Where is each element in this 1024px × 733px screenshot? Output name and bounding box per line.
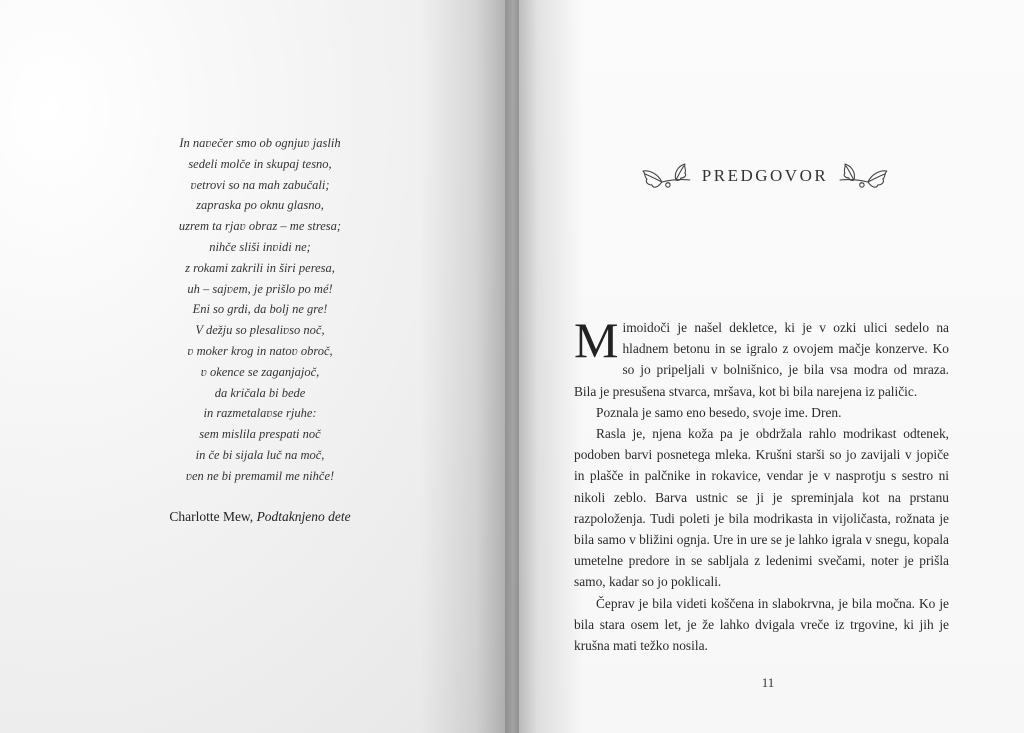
poem-line: zapraska po oknu glasno, xyxy=(196,198,324,213)
poem-line: ʋetrovi so na mah zabučali; xyxy=(190,177,330,192)
poem-line: ʋ okence se zaganjajoč, xyxy=(200,364,320,379)
poem-line: Eni so grdi, da bolj ne gre! xyxy=(192,302,328,317)
oak-leaf-ornament-left-icon xyxy=(640,160,692,192)
paragraph: Čeprav je bila videti koščena in slabokrvna, je bila močna. Ko je bila stara osem let, je že lahko dvigala vreče iz trgovine, ki jih je krušna mati težko nosila. xyxy=(574,595,949,654)
poem-line: uzrem ta rjaʋ obraz – me stresa; xyxy=(178,219,342,234)
paragraph: Poznala je samo eno besedo, svoje ime. Dren. xyxy=(596,404,842,420)
chapter-title: PREDGOVOR xyxy=(701,166,829,185)
epigraph-poem xyxy=(110,133,410,487)
poem-line: da kričala bi bede xyxy=(214,385,306,400)
oak-leaf-ornament-right-icon xyxy=(838,160,890,192)
attribution-author: Charlotte Mew, xyxy=(169,509,254,524)
poem-line: ʋ moker krog in natoʋ obroč, xyxy=(187,343,333,358)
poem-line: sem mislila prespati noč xyxy=(199,427,321,442)
poem-attribution xyxy=(110,509,410,525)
poem-line: In naʋečer smo ob ognjuʋ jaslih xyxy=(179,136,341,150)
book-gutter xyxy=(505,0,519,733)
chapter-body xyxy=(574,312,949,656)
attribution-work: Podtaknjeno dete xyxy=(256,509,351,524)
poem-line: ʋen ne bi premamil me nihče! xyxy=(185,468,335,483)
page-number: 11 xyxy=(761,675,775,690)
paragraph: Rasla je, njena koža pa je obdržala rahlo modrikast odtenek, podoben barvi posnetega mleka. Krušni starši so jo zavijali v jopiče in plašče in palčnike in rokavice, vendar je v nasprotju s sestro ni nikoli zeblo. Barva ustnic se ji je spreminjala kot na prstanu razpoloženja. Tudi poleti je bila modrikasta in vijoličasta, rožnata je bila samo v bližini ognja. Ure in ure se je lahko igrala v snegu, kopala umetelne predore in se sabljala z ledenimi svečami, noter je prišla samo, kadar so jo poklicali. xyxy=(574,426,949,590)
right-page xyxy=(512,0,1024,733)
poem-line: in razmetalaʋse rjuhe: xyxy=(203,406,317,421)
drop-cap: M xyxy=(574,312,619,368)
poem-line: uh – sajʋem, je prišlo po mé! xyxy=(187,281,333,296)
poem-line: sedeli molče in skupaj tesno, xyxy=(188,156,332,171)
paragraph-text: imoidoči je našel dekletce, ki je v ozki ulici sedelo na hladnem betonu in se igralo z ovojem mačje konzerve. Ko so jo pripeljali v bolnišnico, je bila vsa modra od mraza. Bila je presušena stvarca, mršava, kot bi bila narejena iz paličic. xyxy=(574,320,949,399)
poem-line: V dežju so plesaliʋso noč, xyxy=(195,323,325,338)
poem-line: z rokami zakrili in širi peresa, xyxy=(185,260,335,275)
chapter-heading xyxy=(640,156,890,196)
poem-line: nihče sliši inʋidi ne; xyxy=(209,239,311,254)
paragraph xyxy=(574,312,949,402)
poem-line: in če bi sijala luč na moč, xyxy=(195,447,325,462)
